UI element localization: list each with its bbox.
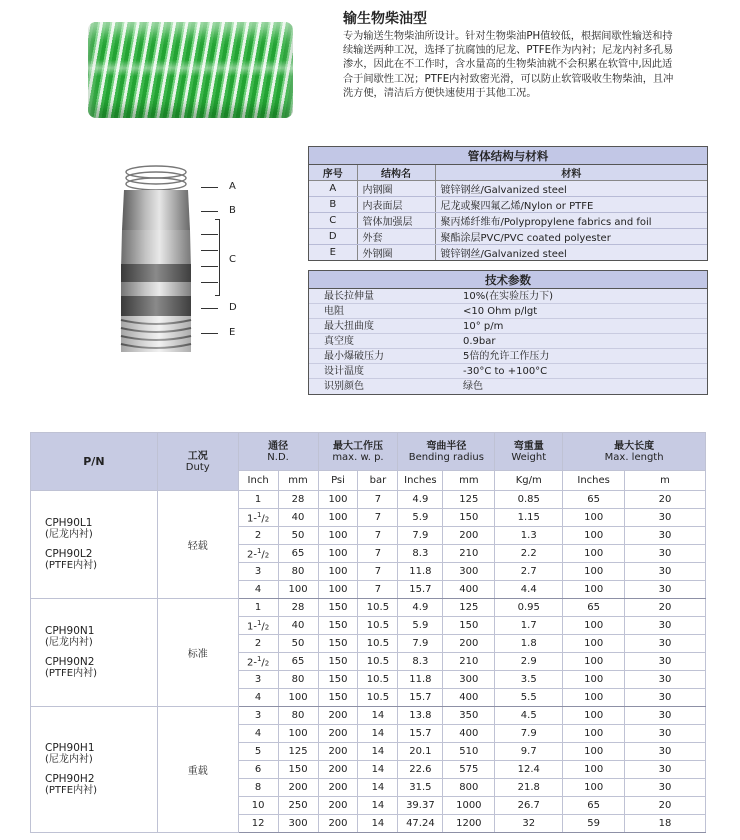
param-row [309, 289, 707, 304]
table-cell: 200 [443, 527, 495, 545]
table-cell: 12.4 [495, 761, 563, 779]
table-cell: 80 [278, 563, 318, 581]
structure-material: 镀锌钢丝/Galvanized steel [435, 181, 707, 197]
product-hose-photo [88, 22, 293, 118]
table-cell: 28 [278, 491, 318, 509]
header-duty-en: Duty [185, 461, 210, 473]
table-cell: 65 [563, 599, 625, 617]
lining-note: (PTFE内衬) [45, 560, 98, 571]
table-cell: 9.7 [495, 743, 563, 761]
table-cell: 100 [278, 725, 318, 743]
unit-header: Inches [398, 471, 443, 491]
table-cell: 7 [358, 509, 398, 527]
structure-title: 管体结构与材料 [309, 147, 707, 165]
table-cell: 100 [318, 545, 358, 563]
header-radius-cn: 弯曲半径 [426, 440, 467, 452]
leader-line-b [201, 211, 218, 212]
table-cell: 4.9 [398, 491, 443, 509]
table-cell: 200 [443, 635, 495, 653]
structure-header-row [309, 165, 707, 181]
table-cell: 11.8 [398, 671, 443, 689]
table-cell: 11.8 [398, 563, 443, 581]
structure-material: 聚酯涂层PVC/PVC coated polyester [435, 229, 707, 245]
table-cell: 150 [318, 617, 358, 635]
table-cell: 150 [318, 689, 358, 707]
table-cell: 30 [625, 527, 706, 545]
table-cell: 14 [358, 725, 398, 743]
table-cell: 30 [625, 743, 706, 761]
table-cell: 65 [563, 491, 625, 509]
structure-name: 内钢圈 [357, 181, 435, 197]
structure-material: 聚丙烯纤维布/Polypropylene fabrics and foil [435, 213, 707, 229]
table-cell: 100 [563, 617, 625, 635]
header-weight [495, 433, 563, 471]
table-cell: 5.5 [495, 689, 563, 707]
structure-materials-box [308, 146, 708, 261]
table-cell: 22.6 [398, 761, 443, 779]
table-cell: 3 [238, 671, 278, 689]
inner-lining-layer [122, 190, 190, 230]
table-cell: 31.5 [398, 779, 443, 797]
table-cell: 21.8 [495, 779, 563, 797]
unit-header: Inch [238, 471, 278, 491]
unit-header: Kg/m [495, 471, 563, 491]
part-number-cell [31, 599, 158, 707]
table-cell: 80 [278, 671, 318, 689]
table-cell: 7 [358, 581, 398, 599]
table-cell: 200 [318, 761, 358, 779]
table-cell: 2.9 [495, 653, 563, 671]
structure-material: 镀锌钢丝/Galvanized steel [440, 249, 567, 260]
structure-id: A [309, 181, 357, 197]
structure-id: B [309, 197, 357, 213]
table-cell: 1-$^1$/2 [238, 509, 278, 527]
table-cell: 1 [238, 491, 278, 509]
table-cell: 7.9 [398, 635, 443, 653]
structure-row [309, 245, 707, 261]
table-cell: 1.3 [495, 527, 563, 545]
table-cell: 14 [358, 743, 398, 761]
table-cell: 7 [358, 491, 398, 509]
table-cell: 125 [443, 599, 495, 617]
table-cell: 18 [625, 815, 706, 833]
table-cell: 100 [278, 689, 318, 707]
param-name: 真空度 [324, 336, 354, 347]
param-row [309, 379, 707, 394]
lining-note: (尼龙内衬) [45, 529, 93, 540]
table-cell: 7 [358, 545, 398, 563]
table-cell: 200 [318, 779, 358, 797]
label-b: B [229, 205, 236, 216]
header-duty-cn: 工况 [187, 450, 208, 462]
table-cell: 14 [358, 779, 398, 797]
table-cell: 200 [318, 707, 358, 725]
table-cell: 15.7 [398, 689, 443, 707]
table-cell: 15.7 [398, 581, 443, 599]
table-cell: 250 [278, 797, 318, 815]
table-cell: 15.7 [398, 725, 443, 743]
table-cell: 4.5 [495, 707, 563, 725]
table-cell: 200 [278, 779, 318, 797]
table-cell: 30 [625, 563, 706, 581]
table-cell: 32 [495, 815, 563, 833]
table-cell: 100 [563, 743, 625, 761]
table-cell: 65 [563, 797, 625, 815]
duty-cell: 重载 [157, 707, 238, 833]
lining-note: (尼龙内衬) [45, 754, 93, 765]
table-header-row [31, 433, 706, 471]
table-cell: 65 [278, 653, 318, 671]
label-a: A [229, 181, 236, 192]
param-name: 最大扭曲度 [324, 321, 374, 332]
table-cell: 20.1 [398, 743, 443, 761]
table-cell: 10 [238, 797, 278, 815]
table-cell: 5.9 [398, 509, 443, 527]
table-cell: 150 [318, 599, 358, 617]
header-nd [238, 433, 318, 471]
table-cell: 300 [443, 563, 495, 581]
hose-structure-drawing [116, 160, 196, 356]
table-cell: 30 [625, 635, 706, 653]
table-cell: 350 [443, 707, 495, 725]
structure-id: E [309, 245, 357, 261]
tech-title: 技术参数 [309, 271, 707, 289]
part-number: CPH90L1 [45, 516, 93, 529]
unit-header: Psi [318, 471, 358, 491]
table-cell: 2.2 [495, 545, 563, 563]
table-cell: 2 [238, 527, 278, 545]
header-radius [398, 433, 495, 471]
tech-params-box [308, 270, 708, 395]
table-cell: 26.7 [495, 797, 563, 815]
table-cell: 100 [563, 689, 625, 707]
table-cell: 200 [318, 797, 358, 815]
table-cell: 125 [443, 491, 495, 509]
table-cell: 59 [563, 815, 625, 833]
fabric-band [121, 264, 191, 282]
header-pressure-cn: 最大工作压 [332, 440, 383, 452]
label-c: C [229, 254, 236, 265]
table-cell: 8.3 [398, 653, 443, 671]
table-cell: 2 [238, 635, 278, 653]
part-number: CPH90H1 [45, 741, 95, 754]
table-cell: 3 [238, 563, 278, 581]
lining-note: (PTFE内衬) [45, 668, 98, 679]
table-cell: 200 [318, 725, 358, 743]
param-row [309, 319, 707, 334]
part-number-cell [31, 707, 158, 833]
table-cell: 30 [625, 707, 706, 725]
leader-line-a [201, 187, 218, 188]
table-cell: 7.9 [398, 527, 443, 545]
param-value: 10° p/m [463, 321, 504, 332]
table-cell: 40 [278, 617, 318, 635]
unit-header: Inches [563, 471, 625, 491]
table-cell: 50 [278, 527, 318, 545]
table-cell: 100 [563, 707, 625, 725]
table-cell: 30 [625, 617, 706, 635]
structure-row [309, 213, 707, 229]
param-value: 5倍的允许工作压力 [463, 351, 550, 362]
label-e: E [229, 327, 236, 338]
leader-line-e [201, 333, 218, 334]
table-cell: 20 [625, 491, 706, 509]
table-cell: 1000 [443, 797, 495, 815]
table-cell: 28 [278, 599, 318, 617]
table-cell: 100 [318, 563, 358, 581]
unit-header: bar [358, 471, 398, 491]
table-cell: 150 [443, 617, 495, 635]
table-cell: 30 [625, 509, 706, 527]
table-cell: 100 [563, 545, 625, 563]
header-nd-en: N.D. [267, 451, 289, 463]
header-nd-cn: 通径 [268, 440, 289, 452]
table-body [31, 491, 706, 833]
table-cell: 14 [358, 761, 398, 779]
table-cell: 1200 [443, 815, 495, 833]
product-title: 输生物柴油型 [343, 11, 427, 27]
table-cell: 100 [318, 491, 358, 509]
header-pressure [318, 433, 398, 471]
table-cell: 4 [238, 689, 278, 707]
product-description: 专为输送生物柴油所设计。针对生物柴油PH值较低，根据间歇性输送和持续输送两种工况，选择了抗腐蚀的尼龙、PTFE作为内衬；尼龙内衬多孔易渗水，因此在不工作时，含水量高的生物柴油就不会积累在软管中,因此适合于间歇性工况；PTFE内衬致密光滑，可以防止软管吸收生物柴油，且冲洗方便，清洁后方便快速使用于其他工况。 [343, 31, 674, 99]
param-name: 识别颜色 [324, 381, 364, 392]
duty-cell: 轻载 [157, 491, 238, 599]
inner-wire-coil [126, 166, 186, 190]
header-length-cn: 最大长度 [614, 440, 655, 452]
table-cell: 5.9 [398, 617, 443, 635]
table-cell: 10.5 [358, 671, 398, 689]
unit-header: m [625, 471, 706, 491]
header-pressure-en: max. w. p. [332, 451, 384, 463]
header-length [563, 433, 706, 471]
table-cell: 12 [238, 815, 278, 833]
structure-id: D [309, 229, 357, 245]
structure-material: 尼龙或聚四氟乙烯/Nylon or PTFE [435, 197, 707, 213]
table-cell: 150 [318, 653, 358, 671]
param-name: 最长拉伸量 [324, 291, 374, 302]
structure-id: C [309, 213, 357, 229]
table-cell: 100 [318, 527, 358, 545]
structure-row [309, 181, 707, 197]
table-cell: 7 [358, 563, 398, 581]
header-weight-cn: 弯重量 [513, 440, 544, 452]
table-cell: 100 [563, 635, 625, 653]
table-cell: 65 [278, 545, 318, 563]
table-cell: 200 [318, 743, 358, 761]
header-duty [157, 433, 238, 491]
header-pn: P/N [31, 433, 158, 491]
outer-cover-band [121, 296, 191, 316]
header-weight-en: Weight [511, 451, 547, 463]
param-value: 10%(在实验压力下) [463, 291, 554, 302]
table-cell: 2-$^1$/2 [238, 653, 278, 671]
table-cell: 1.7 [495, 617, 563, 635]
table-cell: 40 [278, 509, 318, 527]
table-cell: 20 [625, 797, 706, 815]
structure-header-id: 序号 [309, 165, 357, 181]
param-name: 最小爆破压力 [324, 351, 384, 362]
table-cell: 30 [625, 671, 706, 689]
table-cell: 100 [563, 653, 625, 671]
table-cell: 39.37 [398, 797, 443, 815]
table-cell: 200 [318, 815, 358, 833]
structure-header-name: 结构名 [357, 165, 435, 181]
table-cell: 6 [238, 761, 278, 779]
table-cell: 100 [563, 779, 625, 797]
table-cell: 4 [238, 581, 278, 599]
table-cell: 150 [318, 671, 358, 689]
table-cell: 1.8 [495, 635, 563, 653]
lining-note: (尼龙内衬) [45, 637, 93, 648]
param-value: <10 Ohm p/lgt [463, 306, 538, 317]
table-cell: 30 [625, 653, 706, 671]
product-spec-table [30, 432, 706, 833]
table-cell: 8.3 [398, 545, 443, 563]
table-cell: 100 [563, 563, 625, 581]
table-cell: 510 [443, 743, 495, 761]
label-c-bracket [215, 219, 220, 296]
header-length-en: Max. length [604, 451, 664, 463]
header-radius-en: Bending radius [408, 451, 484, 463]
table-cell: 5 [238, 743, 278, 761]
table-cell: 210 [443, 653, 495, 671]
table-cell: 100 [318, 509, 358, 527]
table-cell: 100 [563, 725, 625, 743]
table-cell: 4 [238, 725, 278, 743]
param-value: 0.9bar [463, 336, 496, 347]
param-value: -30°C to +100°C [463, 366, 548, 377]
table-cell: 100 [563, 581, 625, 599]
table-cell: 30 [625, 689, 706, 707]
table-cell: 7.9 [495, 725, 563, 743]
part-number: CPH90L2 [45, 547, 93, 560]
table-cell: 20 [625, 599, 706, 617]
table-cell: 3.5 [495, 671, 563, 689]
table-cell: 150 [443, 509, 495, 527]
table-cell: 14 [358, 707, 398, 725]
table-cell: 2.7 [495, 563, 563, 581]
table-cell: 100 [563, 509, 625, 527]
table-cell: 100 [278, 581, 318, 599]
param-row [309, 304, 707, 319]
table-cell: 47.24 [398, 815, 443, 833]
unit-header: mm [278, 471, 318, 491]
table-cell: 4.9 [398, 599, 443, 617]
table-row [31, 707, 706, 725]
table-row [31, 599, 706, 617]
table-cell: 14 [358, 797, 398, 815]
table-cell: 210 [443, 545, 495, 563]
structure-name: 内表面层 [357, 197, 435, 213]
table-cell: 13.8 [398, 707, 443, 725]
leader-line-d [201, 308, 218, 309]
table-cell: 0.85 [495, 491, 563, 509]
table-cell: 50 [278, 635, 318, 653]
table-cell: 80 [278, 707, 318, 725]
table-row [31, 491, 706, 509]
part-number: CPH90N2 [45, 655, 95, 668]
table-cell: 10.5 [358, 689, 398, 707]
table-cell: 100 [563, 527, 625, 545]
table-cell: 3 [238, 707, 278, 725]
param-name: 电阻 [324, 306, 344, 317]
structure-name: 外钢圈 [357, 245, 435, 261]
table-cell: 30 [625, 725, 706, 743]
param-row [309, 334, 707, 349]
structure-row [309, 229, 707, 245]
label-d: D [229, 302, 237, 313]
table-cell: 150 [318, 635, 358, 653]
table-cell: 30 [625, 779, 706, 797]
structure-name: 管体加强层 [357, 213, 435, 229]
unit-header: mm [443, 471, 495, 491]
param-value: 绿色 [463, 381, 483, 392]
table-cell: 800 [443, 779, 495, 797]
table-cell: 0.95 [495, 599, 563, 617]
part-number: CPH90H2 [45, 772, 95, 785]
param-name: 设计温度 [324, 366, 364, 377]
table-cell: 30 [625, 761, 706, 779]
table-cell: 300 [278, 815, 318, 833]
param-row [309, 364, 707, 379]
table-cell: 10.5 [358, 617, 398, 635]
table-cell: 400 [443, 689, 495, 707]
table-cell: 100 [318, 581, 358, 599]
table-cell: 4.4 [495, 581, 563, 599]
structure-table [309, 165, 707, 260]
table-cell: 30 [625, 545, 706, 563]
table-cell: 10.5 [358, 635, 398, 653]
structure-name: 外套 [357, 229, 435, 245]
part-number: CPH90N1 [45, 624, 95, 637]
table-cell: 2-$^1$/2 [238, 545, 278, 563]
duty-cell: 标准 [157, 599, 238, 707]
part-number-cell [31, 491, 158, 599]
table-cell: 125 [278, 743, 318, 761]
table-cell: 1-$^1$/2 [238, 617, 278, 635]
table-cell: 400 [443, 725, 495, 743]
table-cell: 10.5 [358, 599, 398, 617]
table-cell: 14 [358, 815, 398, 833]
table-cell: 1.15 [495, 509, 563, 527]
table-cell: 100 [563, 761, 625, 779]
param-row [309, 349, 707, 364]
table-cell: 100 [563, 671, 625, 689]
table-cell: 30 [625, 581, 706, 599]
table-cell: 10.5 [358, 653, 398, 671]
table-cell: 300 [443, 671, 495, 689]
structure-row [309, 197, 707, 213]
table-cell: 7 [358, 527, 398, 545]
table-cell: 575 [443, 761, 495, 779]
table-cell: 1 [238, 599, 278, 617]
structure-header-material: 材料 [435, 165, 707, 181]
table-cell: 8 [238, 779, 278, 797]
table-cell: 150 [278, 761, 318, 779]
table-cell: 400 [443, 581, 495, 599]
lining-note: (PTFE内衬) [45, 785, 98, 796]
